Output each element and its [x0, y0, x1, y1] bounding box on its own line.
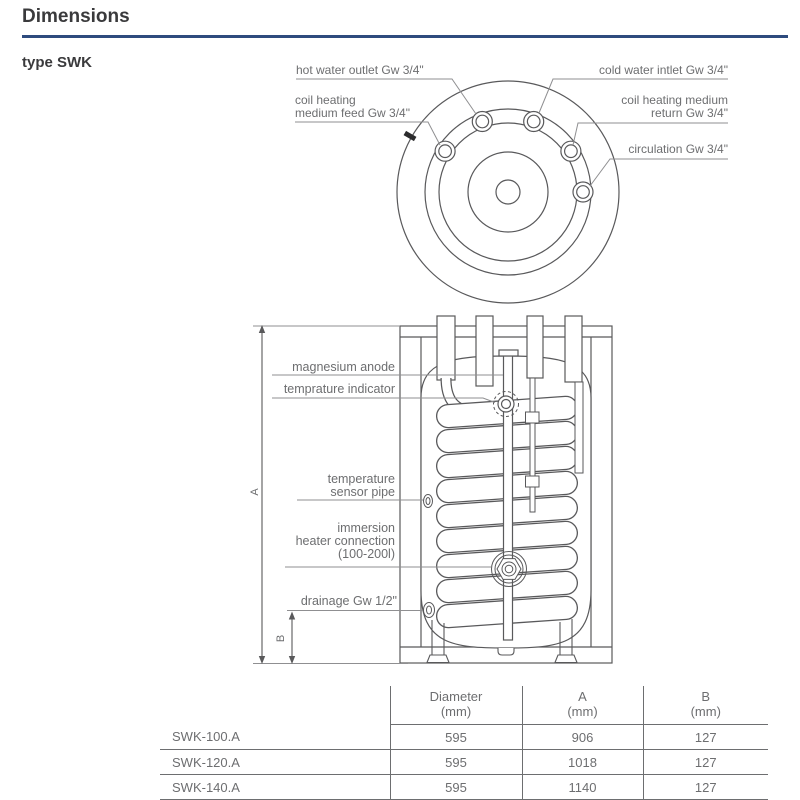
sensor-pipe-port — [424, 495, 433, 508]
port-hot-water-outlet — [472, 112, 492, 132]
dimension-b-label: B — [275, 634, 287, 643]
diameter-value: 595 — [390, 775, 522, 800]
label-coil-return-1: coil heating medium — [621, 93, 728, 107]
label-circulation: circulation Gw 3/4" — [628, 142, 728, 156]
pipe-3 — [527, 316, 543, 378]
table-row — [160, 750, 768, 775]
type-subtitle: type SWK — [22, 54, 93, 71]
label-coil-return-2: return Gw 3/4" — [651, 106, 728, 120]
pipe-1 — [437, 316, 455, 380]
b-value: 127 — [643, 725, 768, 750]
a-value: 1140 — [522, 775, 643, 800]
a-value: 1018 — [522, 750, 643, 775]
label-immersion-1: immersion — [337, 521, 395, 535]
model-name: SWK-140.A — [160, 775, 390, 800]
label-sensor-pipe-2: sensor pipe — [330, 485, 395, 499]
b-value: 127 — [643, 750, 768, 775]
label-immersion-3: (100-200l) — [338, 547, 395, 561]
label-coil-feed-2: medium feed Gw 3/4" — [295, 106, 410, 120]
top-view-diagram — [397, 81, 619, 303]
diameter-value: 595 — [390, 750, 522, 775]
a-value: 906 — [522, 725, 643, 750]
label-magnesium-anode: magnesium anode — [292, 360, 395, 374]
model-name: SWK-120.A — [160, 750, 390, 775]
table-header-row — [160, 686, 768, 725]
drainage-port — [424, 603, 435, 618]
header-a: A (mm) — [522, 686, 643, 725]
header-diameter: Diameter (mm) — [390, 686, 522, 725]
label-drainage: drainage Gw 1/2" — [300, 594, 397, 608]
label-cold-water-inlet: cold water intlet Gw 3/4" — [599, 63, 728, 77]
label-coil-feed-1: coil heating — [295, 93, 356, 107]
side-view-diagram — [400, 316, 612, 663]
table-row — [160, 775, 768, 800]
header-b: B (mm) — [643, 686, 768, 725]
label-sensor-pipe-1: temperature — [327, 472, 395, 486]
side-view-labels — [284, 360, 397, 608]
label-temperature-indicator: temprature indicator — [283, 382, 395, 396]
label-immersion-2: heater connection — [295, 534, 395, 548]
b-value: 127 — [643, 775, 768, 800]
header-empty — [160, 686, 390, 725]
table-row — [160, 725, 768, 750]
inner-pipe-bar — [575, 382, 583, 473]
page-title: Dimensions — [22, 6, 130, 27]
diameter-value: 595 — [390, 725, 522, 750]
pipe-4 — [565, 316, 582, 382]
model-name: SWK-100.A — [160, 725, 390, 750]
port-circulation — [573, 182, 593, 202]
port-coil-feed — [435, 141, 455, 161]
dimensions-table — [160, 686, 768, 800]
port-coil-return — [561, 141, 581, 161]
port-cold-water-inlet — [524, 112, 544, 132]
dimension-a-label: A — [249, 488, 261, 496]
label-hot-water-outlet: hot water outlet Gw 3/4" — [296, 63, 424, 77]
dimension-b — [275, 612, 295, 665]
